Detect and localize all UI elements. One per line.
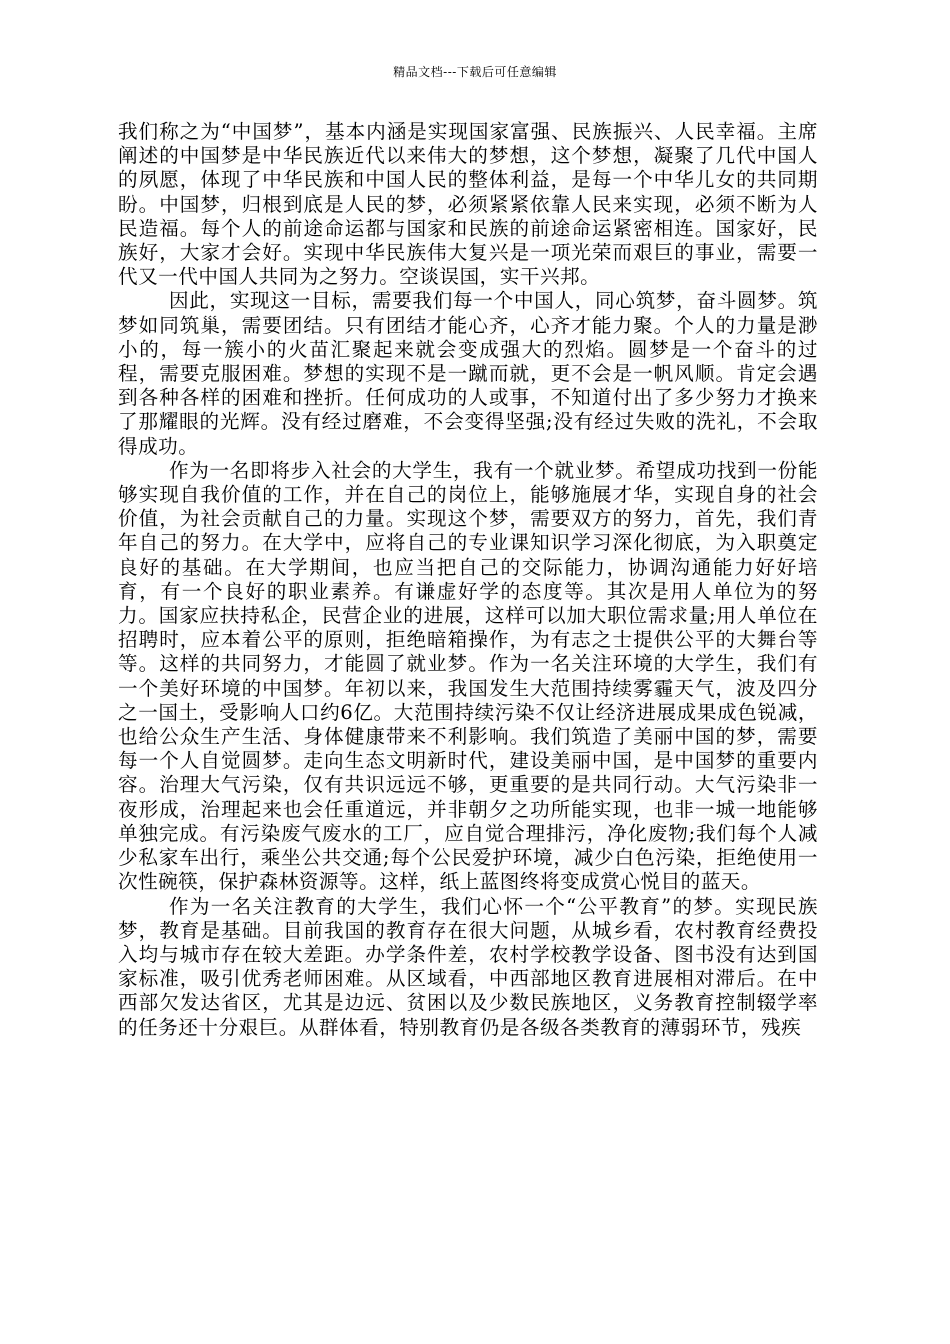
document-body xyxy=(118,120,818,1040)
paragraph-4: 作为一名关注教育的大学生，我们心怀一个“公平教育”的梦。实现民族梦，教育是基础。目前我国的教育存在很大问题，从城乡看，农村教育经费投入均与城市存在较大差距。办学条件差，农村学校教学设备、图书没有达到国家标准，吸引优秀老师困难。从区域看，中西部地区教育进展相对滞后。在中西部欠发达省区，尤其是边远、贫困以及少数民族地区，义务教育控制辍学率的任务还十分艰巨。从群体看，特别教育仍是各级各类教育的薄弱环节，残疾 xyxy=(118,894,818,1039)
paragraph-2: 因此，实现这一目标，需要我们每一个中国人，同心筑梦，奋斗圆梦。筑梦如同筑巢，需要团结。只有团结才能心齐，心齐才能力聚。个人的力量是渺小的，每一簇小的火苗汇聚起来就会变成强大的烈焰。圆梦是一个奋斗的过程，需要克服困难。梦想的实现不是一蹴而就，更不会是一帆风顺。肯定会遇到各种各样的困难和挫折。任何成功的人或事，不知道付出了多少努力才换来了那耀眼的光辉。没有经过磨难，不会变得坚强;没有经过失败的洗礼，不会取得成功。 xyxy=(118,289,818,458)
paragraph-3: 作为一名即将步入社会的大学生，我有一个就业梦。希望成功找到一份能够实现自我价值的工作，并在自己的岗位上，能够施展才华，实现自身的社会价值，为社会贡献自己的力量。实现这个梦，需要双方的努力，首先，我们青年自己的努力。在大学中，应将自己的专业课知识学习深化彻底，为入职奠定良好的基础。在大学期间，也应当把自己的交际能力，协调沟通能力好好培育，有一个良好的职业素养。有谦虚好学的态度等。其次是用人单位为的努力。国家应扶持私企，民营企业的进展，这样可以加大职位需求量;用人单位在招聘时，应本着公平的原则，拒绝暗箱操作，为有志之士提供公平的大舞台等等。这样的共同努力，才能圆了就业梦。作为一名关注环境的大学生，我们有一个美好环境的中国梦。年初以来，我国发生大范围持续雾霾天气，波及四分之一国土，受影响人口约6亿。大范围持续污染不仅让经济进展成果成色锐减，也给公众生产生活、身体健康带来不利影响。我们筑造了美丽中国的梦，需要每一个人自觉圆梦。走向生态文明新时代，建设美丽中国，是中国梦的重要内容。治理大气污染，仅有共识远远不够，更重要的是共同行动。大气污染非一夜形成，治理起来也会任重道远，并非朝夕之功所能实现，也非一城一地能够单独完成。有污染废气废水的工厂，应自觉合理排污，净化废物;我们每个人减少私家车出行，乘坐公共交通;每个公民爱护环境，减少白色污染，拒绝使用一次性碗筷，保护森林资源等。这样，纸上蓝图终将变成赏心悦目的蓝天。 xyxy=(118,458,818,894)
page-header: 精品文档---下载后可任意编辑 xyxy=(393,65,557,79)
paragraph-1: 我们称之为“中国梦”，基本内涵是实现国家富强、民族振兴、人民幸福。主席阐述的中国梦是中华民族近代以来伟大的梦想，这个梦想，凝聚了几代中国人的夙愿，体现了中华民族和中国人民的整体利益，是每一个中华儿女的共同期盼。中国梦，归根到底是人民的梦，必须紧紧依靠人民来实现，必须不断为人民造福。每个人的前途命运都与国家和民族的前途命运紧密相连。国家好，民族好，大家才会好。实现中华民族伟大复兴是一项光荣而艰巨的事业，需要一代又一代中国人共同为之努力。空谈误国，实干兴邦。 xyxy=(118,120,818,289)
